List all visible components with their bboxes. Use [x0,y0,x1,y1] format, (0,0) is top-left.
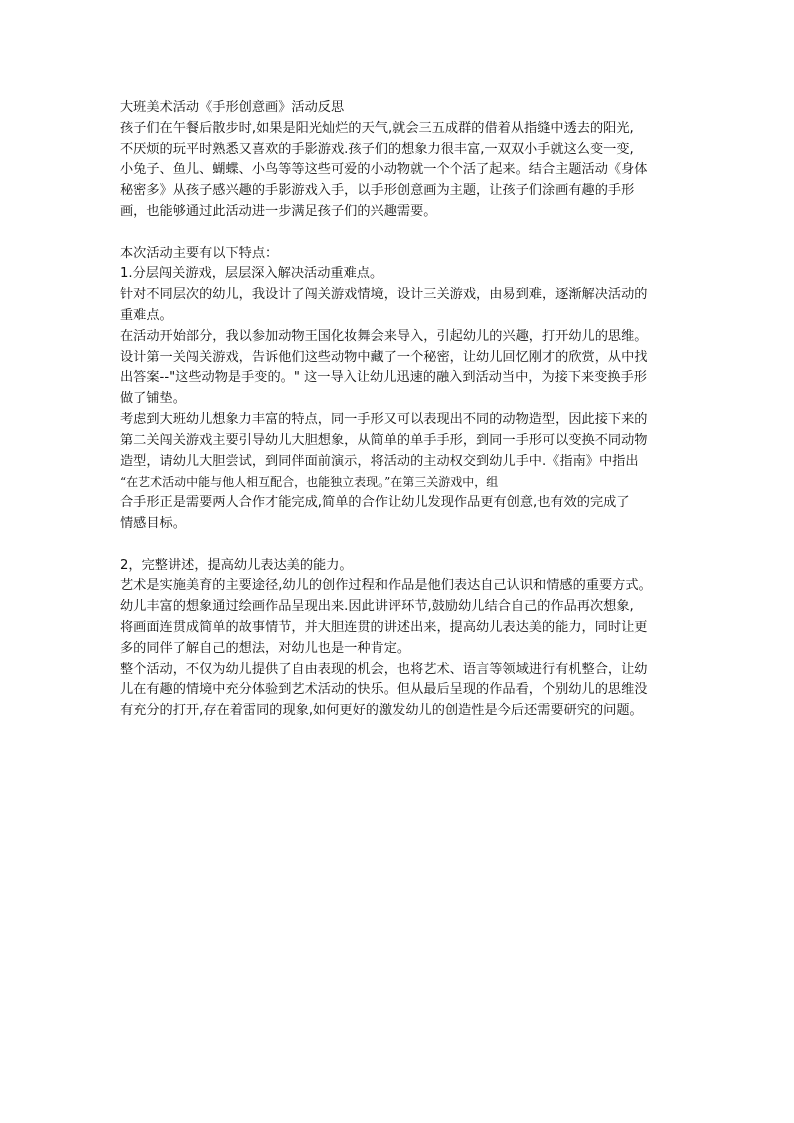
document-title: 大班美术活动《手形创意画》活动反思 [120,100,345,115]
paragraph-line: 合手形正是需要两人合作才能完成,简单的合作让幼儿发现作品更有创意,也有效的完成了 [120,495,630,511]
paragraph-line: 造型，请幼儿大胆尝试，到同伴面前演示，将活动的主动权交到幼儿手中.《指南》中指出 [120,453,639,469]
section-heading-1: 1.分层闯关游戏，层层深入解决活动重难点。 [120,266,384,282]
paragraph-line: 秘密多》从孩子感兴趣的手影游戏入手，以手形创意画为主题，让孩子们涂画有趣的手形 [120,183,635,199]
document-body [120,98,690,722]
paragraph-line: 多的同伴了解自己的想法，对幼儿也是一种肯定。 [120,640,411,656]
paragraph-line: 针对不同层次的幼儿，我设计了闯关游戏情境，设计三关游戏，由易到难，逐渐解决活动的 [120,287,648,303]
paragraph-line: 画，也能够通过此活动进一步满足孩子们的兴趣需要。 [120,203,437,219]
paragraph-line: 有充分的打开,存在着雷同的现象,如何更好的激发幼儿的创造性是今后还需要研究的问题。 [120,703,643,719]
paragraph-line: 整个活动，不仅为幼儿提供了自由表现的机会，也将艺术、语言等领域进行有机整合，让幼 [120,661,648,677]
paragraph-line: 在活动开始部分，我以参加动物王国化妆舞会来导入，引起幼儿的兴趣，打开幼儿的思维。 [120,328,648,344]
paragraph-line: 情感目标。 [120,515,186,531]
blank-line [120,223,690,244]
paragraph-line: 小兔子、鱼儿、蝴蝶、小鸟等等这些可爱的小动物就一个个活了起来。结合主题活动《身体 [120,162,648,178]
paragraph-line: 做了铺垫。 [120,391,186,407]
paragraph-line: 考虑到大班幼儿想象力丰富的特点，同一手形又可以表现出不同的动物造型，因此接下来的 [120,411,648,427]
paragraph-line: 第二关闯关游戏主要引导幼儿大胆想象，从简单的单手手形，到同一手形可以变换不同动物 [120,432,648,448]
paragraph-line: 艺术是实施美育的主要途径,幼儿的创作过程和作品是他们表达自己认识和情感的重要方式。 [120,578,652,594]
paragraph-line: 儿在有趣的情境中充分体验到艺术活动的快乐。但从最后呈现的作品看，个别幼儿的思维没 [120,682,648,698]
section-heading-2: 2，完整讲述，提高幼儿表达美的能力。 [120,557,353,573]
quote-line: “在艺术活动中能与他人相互配合，也能独立表现。”在第三关游戏中，组 [120,475,499,490]
paragraph-line: 将画面连贯成简单的故事情节，并大胆连贯的讲述出来，提高幼儿表达美的能力，同时让更 [120,619,648,635]
blank-line [120,535,690,556]
paragraph-line: 出答案--"这些动物是手变的。" 这一导入让幼儿迅速的融入到活动当中，为接下来变换手形 [120,370,647,386]
paragraph-line: 幼儿丰富的想象通过绘画作品呈现出来.因此讲评环节,鼓励幼儿结合自己的作品再次想象, [120,599,634,615]
paragraph-line: 重难点。 [120,307,173,323]
section-intro: 本次活动主要有以下特点： [120,245,279,261]
paragraph-line: 不厌烦的玩平时熟悉又喜欢的手影游戏.孩子们的想象力很丰富,一双双小手就这么变一变, [120,141,634,157]
paragraph-line: 设计第一关闯关游戏，告诉他们这些动物中藏了一个秘密，让幼儿回忆刚才的欣赏，从中找 [120,349,648,365]
paragraph-line: 孩子们在午餐后散步时,如果是阳光灿烂的天气,就会三五成群的借着从指缝中透去的阳光, [120,120,634,136]
